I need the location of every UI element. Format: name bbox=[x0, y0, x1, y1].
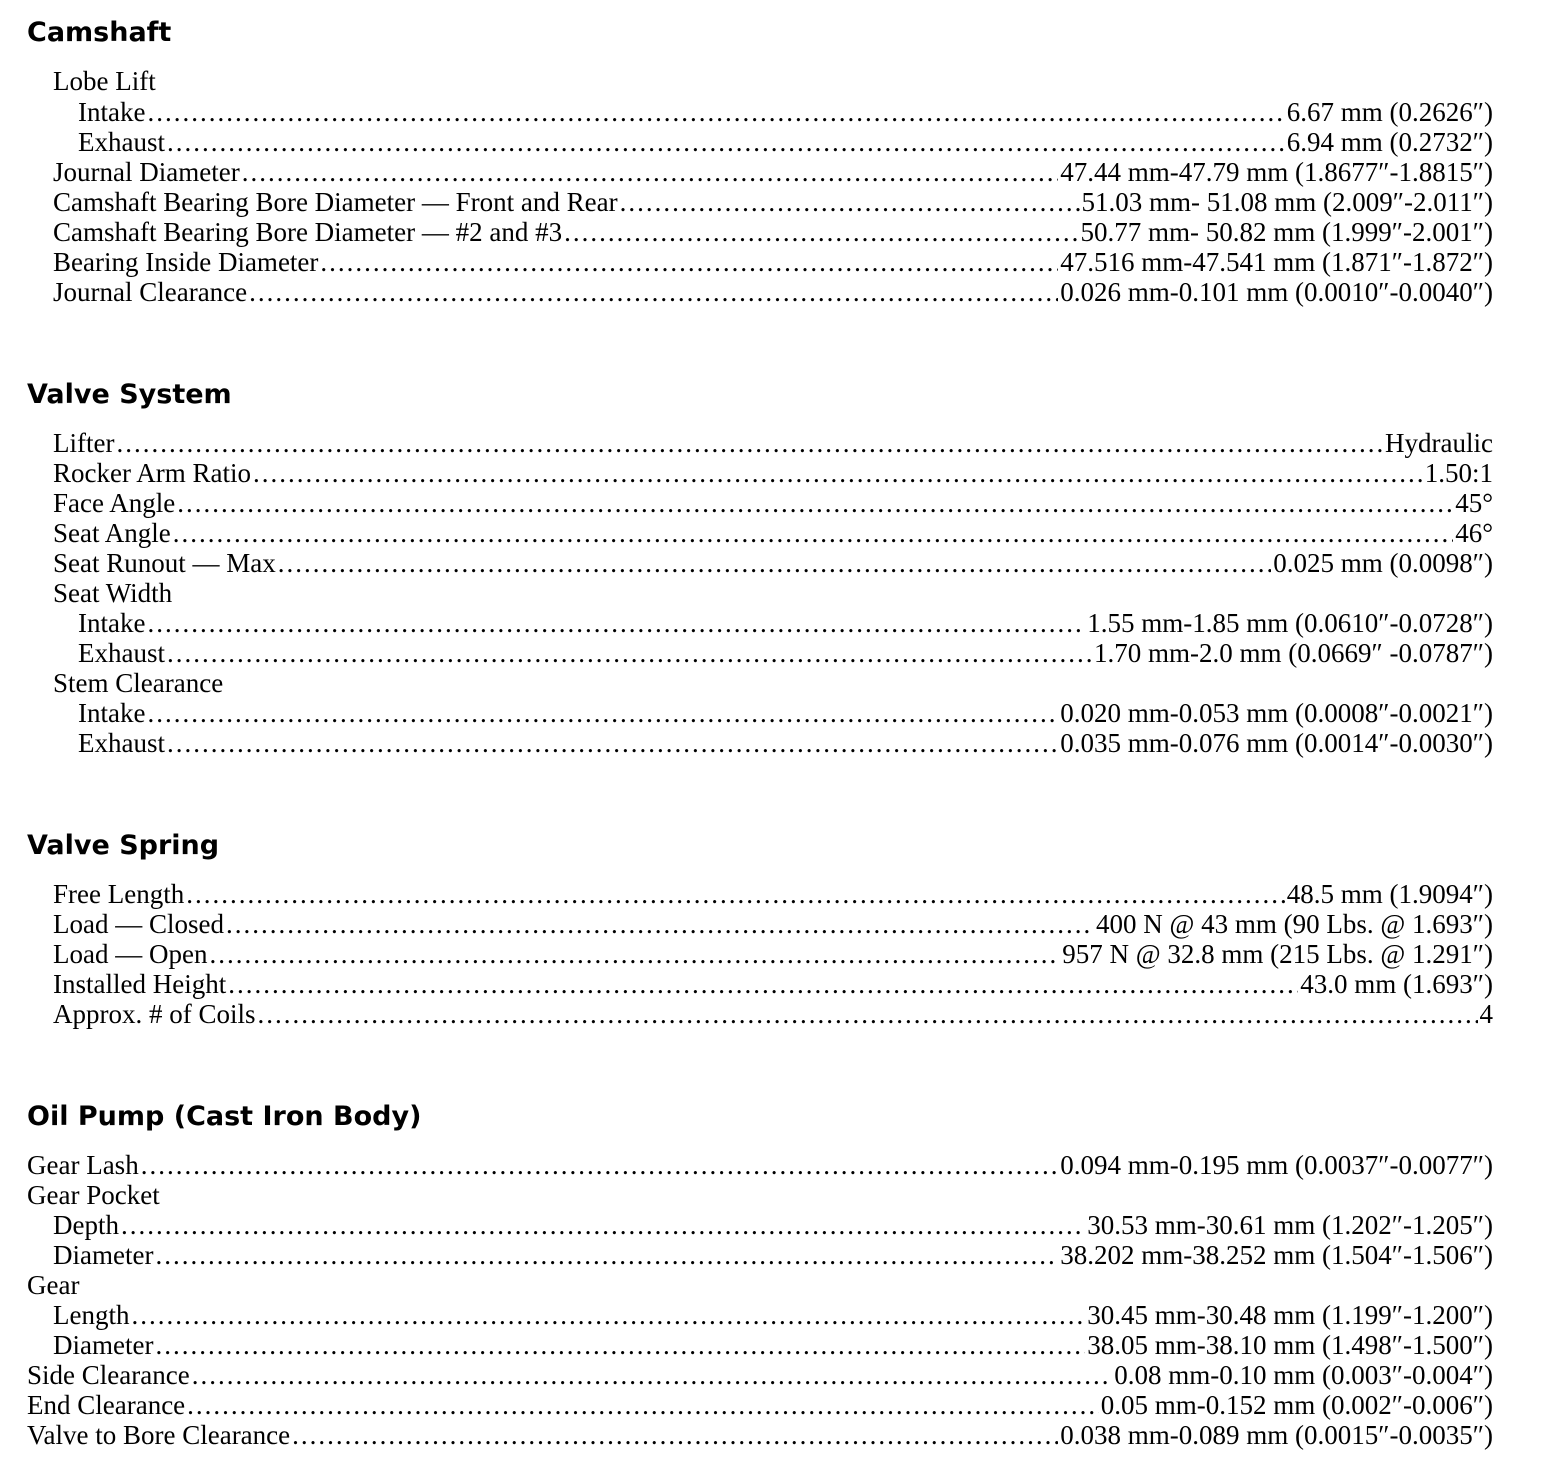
spec-label: Face Angle bbox=[53, 488, 176, 518]
section-title-valve-system: Valve System bbox=[27, 379, 232, 410]
spec-value: 38.05 mm-38.10 mm (1.498″-1.500″) bbox=[1087, 1330, 1493, 1360]
spec-label: Load — Closed bbox=[53, 909, 224, 939]
spec-label: Exhaust bbox=[78, 127, 165, 157]
section-title-valve-spring: Valve Spring bbox=[27, 830, 220, 861]
spec-label: Diameter bbox=[53, 1240, 154, 1270]
spec-value: 51.03 mm- 51.08 mm (2.009″-2.011″) bbox=[1081, 187, 1493, 217]
spec-label: Lifter bbox=[53, 428, 115, 458]
spec-label: Diameter bbox=[53, 1330, 154, 1360]
spec-label: Camshaft Bearing Bore Diameter — Front and Rear bbox=[53, 187, 618, 217]
spec-row bbox=[53, 939, 1493, 969]
dot-leader bbox=[167, 728, 1058, 758]
dot-leader bbox=[147, 698, 1058, 728]
spec-value: 43.0 mm (1.693″) bbox=[1300, 969, 1493, 999]
spec-row bbox=[53, 217, 1493, 247]
dot-leader bbox=[155, 1240, 1058, 1270]
subheading-seat-width: Seat Width bbox=[53, 578, 173, 608]
spec-label: Installed Height bbox=[53, 969, 227, 999]
spec-label: Gear Lash bbox=[27, 1150, 139, 1180]
subheading-stem-clearance: Stem Clearance bbox=[53, 668, 224, 698]
spec-value: 0.025 mm (0.0098″) bbox=[1273, 548, 1493, 578]
spec-label: Depth bbox=[53, 1210, 119, 1240]
subheading-gear-pocket: Gear Pocket bbox=[27, 1180, 160, 1210]
spec-row bbox=[78, 728, 1493, 758]
dot-leader bbox=[278, 548, 1272, 578]
dot-leader bbox=[292, 1420, 1058, 1450]
spec-value: Hydraulic bbox=[1385, 428, 1493, 458]
dot-leader bbox=[564, 217, 1078, 247]
spec-value: 48.5 mm (1.9094″) bbox=[1286, 879, 1493, 909]
dot-leader bbox=[116, 428, 1383, 458]
spec-value: 6.67 mm (0.2626″) bbox=[1286, 97, 1493, 127]
spec-value: 0.05 mm-0.152 mm (0.002″-0.006″) bbox=[1100, 1390, 1493, 1420]
spec-value: 30.45 mm-30.48 mm (1.199″-1.200″) bbox=[1087, 1300, 1493, 1330]
spec-value: 0.08 mm-0.10 mm (0.003″-0.004″) bbox=[1114, 1360, 1493, 1390]
spec-row bbox=[53, 1240, 1493, 1270]
spec-row bbox=[53, 428, 1493, 458]
spec-row bbox=[78, 97, 1493, 127]
dot-leader bbox=[249, 277, 1058, 307]
dot-leader bbox=[187, 1390, 1099, 1420]
dot-leader bbox=[253, 458, 1423, 488]
spec-label: Valve to Bore Clearance bbox=[27, 1420, 291, 1450]
dot-leader bbox=[192, 1360, 1113, 1390]
spec-value: 400 N @ 43 mm (90 Lbs. @ 1.693″) bbox=[1096, 909, 1493, 939]
spec-value: 1.70 mm-2.0 mm (0.0669″ -0.0787″) bbox=[1094, 638, 1493, 668]
dot-leader bbox=[177, 488, 1453, 518]
spec-value: 1.50:1 bbox=[1424, 458, 1493, 488]
spec-row bbox=[27, 1150, 1493, 1180]
spec-label: Camshaft Bearing Bore Diameter — #2 and #3 bbox=[53, 217, 563, 247]
spec-value: 0.035 mm-0.076 mm (0.0014″-0.0030″) bbox=[1060, 728, 1493, 758]
spec-label: Intake bbox=[78, 698, 146, 728]
spec-row bbox=[27, 1360, 1493, 1390]
spec-value: 47.44 mm-47.79 mm (1.8677″-1.8815″) bbox=[1060, 157, 1493, 187]
spec-row bbox=[53, 1330, 1493, 1360]
dot-leader bbox=[226, 909, 1094, 939]
spec-label: Seat Angle bbox=[53, 518, 171, 548]
spec-row bbox=[78, 608, 1493, 638]
spec-row bbox=[53, 548, 1493, 578]
dot-leader bbox=[147, 97, 1284, 127]
dot-leader bbox=[620, 187, 1080, 217]
dot-leader bbox=[173, 518, 1453, 548]
spec-label: Journal Diameter bbox=[53, 157, 240, 187]
spec-row bbox=[53, 1210, 1493, 1240]
subheading-lobe-lift: Lobe Lift bbox=[53, 66, 156, 96]
spec-row bbox=[53, 187, 1493, 217]
spec-value: 957 N @ 32.8 mm (215 Lbs. @ 1.291″) bbox=[1062, 939, 1493, 969]
spec-label: Intake bbox=[78, 608, 146, 638]
dot-leader bbox=[209, 939, 1060, 969]
dot-leader bbox=[147, 608, 1085, 638]
spec-value: 38.202 mm-38.252 mm (1.504″-1.506″) bbox=[1060, 1240, 1493, 1270]
spec-label: End Clearance bbox=[27, 1390, 186, 1420]
section-title-oil-pump: Oil Pump (Cast Iron Body) bbox=[27, 1101, 422, 1132]
spec-label: Approx. # of Coils bbox=[53, 999, 256, 1029]
dot-leader bbox=[131, 1300, 1085, 1330]
dot-leader bbox=[121, 1210, 1085, 1240]
dot-leader bbox=[228, 969, 1298, 999]
spec-row bbox=[78, 127, 1493, 157]
spec-label: Exhaust bbox=[78, 638, 165, 668]
dot-leader bbox=[141, 1150, 1059, 1180]
spec-row bbox=[53, 1300, 1493, 1330]
spec-label: Load — Open bbox=[53, 939, 208, 969]
spec-value: 50.77 mm- 50.82 mm (1.999″-2.001″) bbox=[1080, 217, 1493, 247]
spec-row bbox=[27, 1420, 1493, 1450]
spec-label: Length bbox=[53, 1300, 130, 1330]
spec-value: 4 bbox=[1479, 999, 1493, 1029]
spec-label: Exhaust bbox=[78, 728, 165, 758]
spec-row bbox=[53, 879, 1493, 909]
spec-row bbox=[78, 638, 1493, 668]
spec-value: 1.55 mm-1.85 mm (0.0610″-0.0728″) bbox=[1087, 608, 1493, 638]
spec-row bbox=[53, 157, 1493, 187]
spec-value: 30.53 mm-30.61 mm (1.202″-1.205″) bbox=[1087, 1210, 1493, 1240]
spec-value: 6.94 mm (0.2732″) bbox=[1286, 127, 1493, 157]
spec-row bbox=[53, 909, 1493, 939]
spec-value: 0.038 mm-0.089 mm (0.0015″-0.0035″) bbox=[1060, 1420, 1493, 1450]
spec-value: 0.026 mm-0.101 mm (0.0010″-0.0040″) bbox=[1060, 277, 1493, 307]
subheading-gear: Gear bbox=[27, 1270, 80, 1300]
spec-label: Side Clearance bbox=[27, 1360, 190, 1390]
spec-row bbox=[53, 518, 1493, 548]
spec-label: Free Length bbox=[53, 879, 185, 909]
dot-leader bbox=[155, 1330, 1085, 1360]
spec-value: 0.020 mm-0.053 mm (0.0008″-0.0021″) bbox=[1060, 698, 1493, 728]
spec-row bbox=[27, 1390, 1493, 1420]
spec-value: 45° bbox=[1455, 488, 1493, 518]
spec-row bbox=[53, 488, 1493, 518]
spec-label: Intake bbox=[78, 97, 146, 127]
spec-label: Journal Clearance bbox=[53, 277, 248, 307]
spec-value: 47.516 mm-47.541 mm (1.871″-1.872″) bbox=[1060, 247, 1493, 277]
section-title-camshaft: Camshaft bbox=[27, 17, 172, 48]
spec-row bbox=[78, 698, 1493, 728]
dot-leader bbox=[167, 127, 1285, 157]
spec-row bbox=[53, 247, 1493, 277]
spec-value: 46° bbox=[1455, 518, 1493, 548]
spec-row bbox=[53, 277, 1493, 307]
spec-label: Seat Runout — Max bbox=[53, 548, 276, 578]
dot-leader bbox=[167, 638, 1092, 668]
spec-row bbox=[53, 458, 1493, 488]
dot-leader bbox=[242, 157, 1059, 187]
spec-row bbox=[53, 969, 1493, 999]
dot-leader bbox=[258, 999, 1478, 1029]
dot-leader bbox=[320, 247, 1058, 277]
dot-leader bbox=[186, 879, 1285, 909]
spec-label: Bearing Inside Diameter bbox=[53, 247, 319, 277]
spec-label: Rocker Arm Ratio bbox=[53, 458, 251, 488]
spec-row bbox=[53, 999, 1493, 1029]
spec-value: 0.094 mm-0.195 mm (0.0037″-0.0077″) bbox=[1060, 1150, 1493, 1180]
